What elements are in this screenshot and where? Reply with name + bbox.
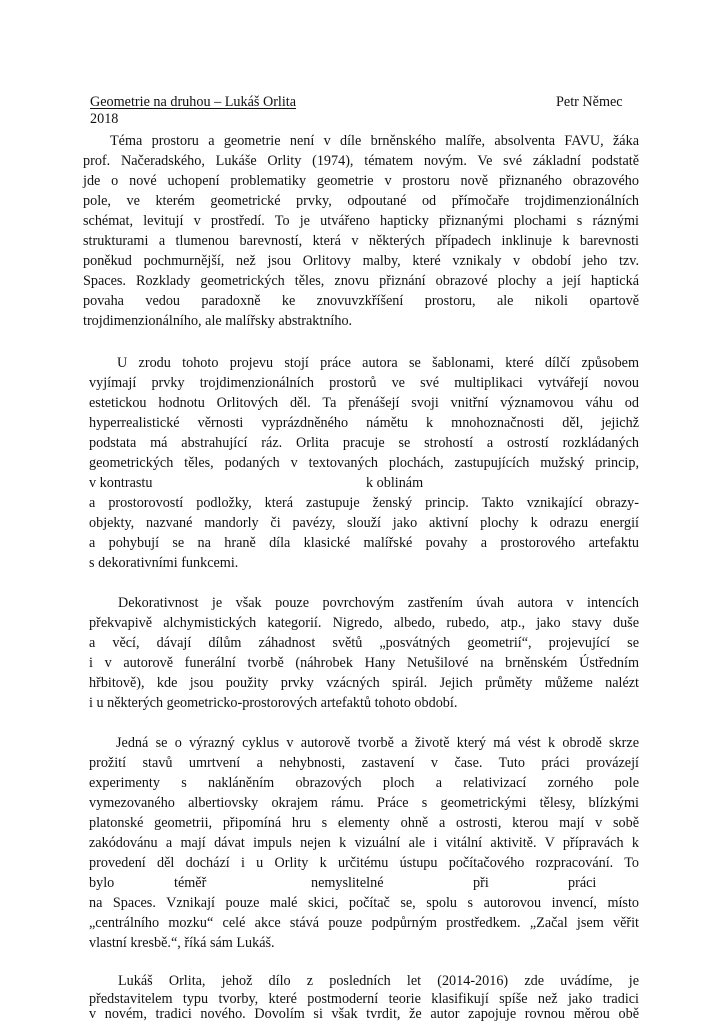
- paragraph-2-line: podstata má abstrahující ráz. Orlita pracuje se strohostí a ostrostí rozkládaných: [89, 435, 639, 451]
- paragraph-2-line: vyjímají prvky trojdimenzionálních prostorů ve své multiplikaci vytvářejí novou: [89, 375, 639, 391]
- paragraph-4-line: platonské geometrii, připomíná hru s elementy ohně a ostrosti, kterou mají v sobě: [89, 815, 639, 831]
- paragraph-1-line: Spaces. Rozklady geometrických těles, znovu přiznání obrazové plochy a její haptická: [83, 273, 639, 289]
- paragraph-1-line: schémat, levitují v prostředí. To je utvářeno hapticky přiznanými plochami s ráznými: [83, 213, 639, 229]
- paragraph-4-line: Jedná se o výrazný cyklus v autorově tvorbě a životě který má vést k obrodě skrze: [116, 735, 639, 751]
- paragraph-2-line: objekty, nazvané mandorly či pavézy, slouží jako aktivní plochy k odrazu energií: [89, 515, 639, 531]
- paragraph-4-line: experimenty s nakláněním obrazových ploch a relativizací zorného pole: [89, 775, 639, 791]
- paragraph-3-line: a věcí, dávají dílům záhadnost světů „posvátných geometrií“, projevující se: [89, 635, 639, 651]
- paragraph-2-line: a pohybují se na hraně díla klasické malířské povahy a prostorového artefaktu: [89, 535, 639, 551]
- paragraph-4-line: bylo: [89, 875, 115, 891]
- paragraph-1-line: strukturami a tlumenou barevností, která v některých případech inklinuje k barevnosti: [83, 233, 639, 249]
- document-year: 2018: [90, 111, 119, 127]
- paragraph-1-line: trojdimenzionálního, ale malířsky abstraktního.: [83, 313, 353, 329]
- paragraph-4-line: na Spaces. Vznikají pouze malé skici, počítač se, spolu s autorovou invencí, místo: [89, 895, 639, 911]
- paragraph-4-line: prožití stavů umrtvení a nehybnosti, zastavení v čase. Tuto práci provázejí: [89, 755, 639, 771]
- paragraph-2-line: v kontrastu: [89, 475, 153, 491]
- paragraph-1-line: pole, ve kterém geometrické prvky, odpoutané od přímočaře trojdimenzionálních: [83, 193, 639, 209]
- paragraph-2-line: a prostorovostí podložky, která zastupuje ženský princip. Takto vznikající obrazy-: [89, 495, 639, 511]
- document-title: Geometrie na druhou – Lukáš Orlita: [90, 94, 297, 110]
- paragraph-2-line: k oblinám: [366, 475, 424, 491]
- paragraph-2-line: estetickou hodnotu Orlitových děl. Ta přenášejí svoji vnitřní významovou váhu od: [89, 395, 639, 411]
- paragraph-4-line: práci: [568, 875, 597, 891]
- paragraph-2-line: hyperrealistické věrnosti vyprázdněného námětu k mnohoznačnosti děl, jejichž: [89, 415, 639, 431]
- paragraph-1-line: poněkud pochmurnější, než jsou Orlitovy malby, které vznikaly v období jeho tzv.: [83, 253, 639, 269]
- author-name: Petr Němec: [556, 94, 623, 110]
- paragraph-4-line: při: [473, 875, 489, 891]
- paragraph-4-line: nemyslitelné: [311, 875, 384, 891]
- paragraph-3-line: i v autorově funerální tvorbě (náhrobek Hany Netušilové na brněnském Ústředním: [89, 655, 639, 671]
- paragraph-4-line: „centrálního mozku“ celé akce stává pouze podpůrným prostředkem. „Začal jsem věřit: [89, 915, 639, 931]
- paragraph-1-line: Téma prostoru a geometrie není v díle brněnského malíře, absolventa FAVU, žáka: [110, 133, 639, 149]
- paragraph-5-line: v novém, tradici nového. Dovolím si však tvrdit, že autor zapojuje rovnou měrou obě: [89, 1006, 639, 1022]
- paragraph-2-line: s dekorativními funkcemi.: [89, 555, 239, 571]
- paragraph-5-line: Lukáš Orlita, jehož dílo z posledních let (2014-2016) zde uvádíme, je: [118, 973, 639, 989]
- paragraph-4-line: zakódovánu a mají dávat impuls nejen k vizuální ale i vitální aktivitě. V přípravách k: [89, 835, 639, 851]
- paragraph-1-line: prof. Načeradského, Lukáše Orlity (1974), tématem novým. Ve své základní podstatě: [83, 153, 639, 169]
- paragraph-3-line: hřbitově), kde jsou použity prvky vzácných spirál. Jejich průměty můžeme nalézt: [89, 675, 639, 691]
- paragraph-1-line: jde o nové uchopení problematiky geometrie v prostoru nově přiznaného obrazového: [83, 173, 639, 189]
- paragraph-4-line: vlastní kresbě.“, říká sám Lukáš.: [89, 935, 275, 951]
- paragraph-4-line: vymezovaného albertiovsky okrajem rámu. Práce s geometrickými tělesy, blízkými: [89, 795, 639, 811]
- paragraph-1-line: povaha vedou paradoxně ke znovuvzkříšení prostoru, ale nikoli opartově: [83, 293, 639, 309]
- paragraph-3-line: i u některých geometricko-prostorových artefaktů tohoto období.: [89, 695, 458, 711]
- paragraph-2-line: U zrodu tohoto projevu stojí práce autora se šablonami, které dílčí způsobem: [117, 355, 639, 371]
- paragraph-4-line: provedení děl dochází i u Orlity k určitému ústupu počítačového rozpracování. To: [89, 855, 639, 871]
- paragraph-4-line: téměř: [174, 875, 207, 891]
- paragraph-3-line: překvapivě alchymistických kategorií. Nigredo, albedo, rubedo, atp., jako stavy duše: [89, 615, 639, 631]
- paragraph-5-line: představitelem typu tvorby, které postmoderní teorie klasifikují spíše než jako tradici: [89, 991, 639, 1007]
- paragraph-2-line: geometrických těles, podaných v textovaných plochách, zastupujících mužský princip,: [89, 455, 639, 471]
- paragraph-3-line: Dekorativnost je však pouze povrchovým zastřením úvah autora v intencích: [118, 595, 639, 611]
